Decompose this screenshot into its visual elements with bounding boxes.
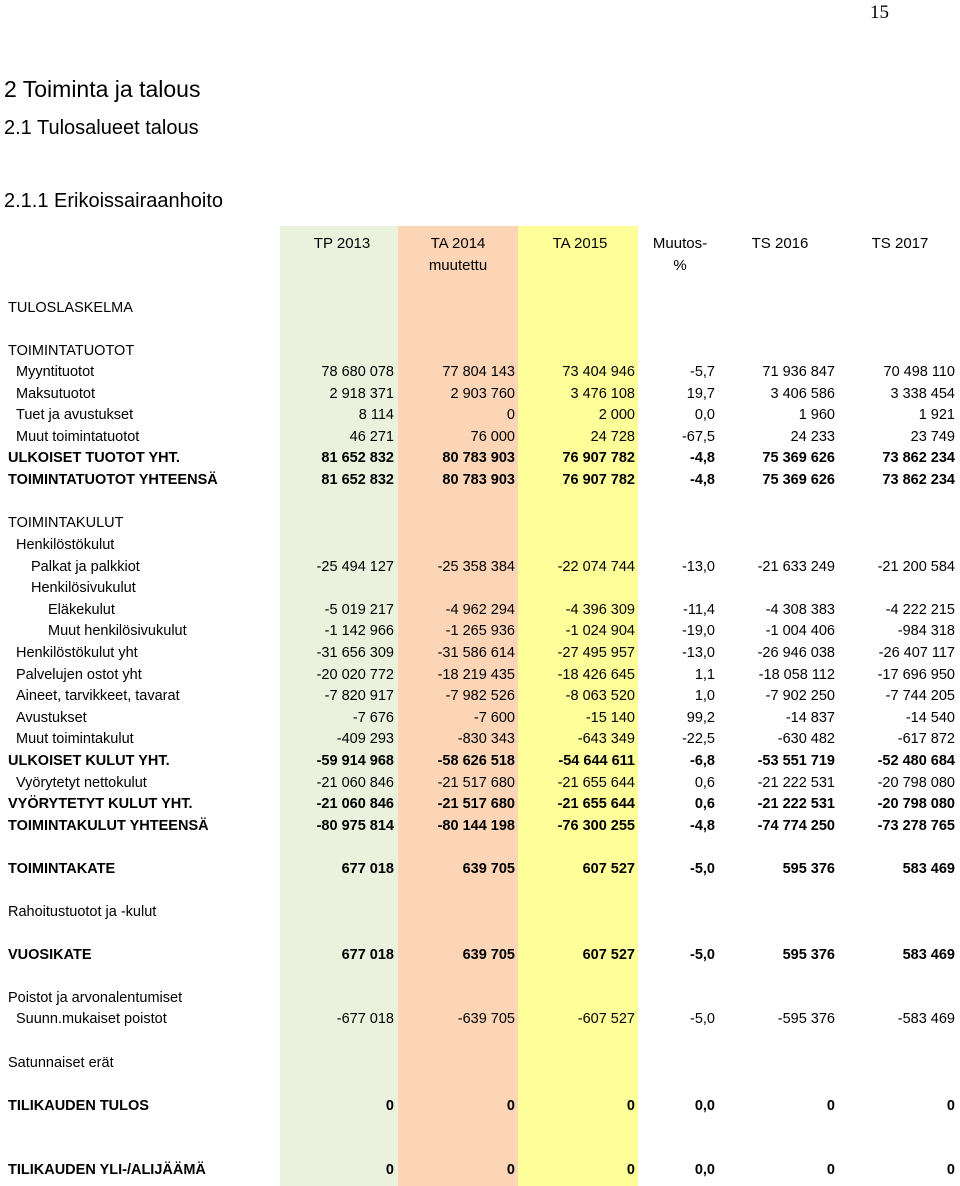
row-value: -80 144 198 xyxy=(437,818,515,834)
table-row xyxy=(0,513,960,534)
table-row xyxy=(0,600,960,621)
table-row xyxy=(0,686,960,707)
table-row xyxy=(0,384,960,405)
row-value: -26 407 117 xyxy=(878,645,955,661)
table-row xyxy=(0,557,960,578)
row-value: 1,0 xyxy=(694,688,715,704)
row-label: Poistot ja arvonalentumiset xyxy=(8,990,183,1006)
row-value: 76 907 782 xyxy=(562,472,635,488)
row-value: -21 200 584 xyxy=(877,559,955,575)
row-value: 99,2 xyxy=(686,710,715,726)
row-value: -15 140 xyxy=(585,710,635,726)
table-row xyxy=(0,643,960,664)
table-row xyxy=(0,988,960,1009)
row-value: -59 914 968 xyxy=(316,753,394,769)
row-value: -4,8 xyxy=(690,818,715,834)
row-value: 0 xyxy=(946,1098,955,1114)
row-label: Suunn.mukaiset poistot xyxy=(16,1011,167,1027)
table-row xyxy=(0,535,960,556)
row-value: 1 960 xyxy=(798,407,835,423)
row-value: 0 xyxy=(626,1098,635,1114)
row-value: -18 058 112 xyxy=(758,667,835,683)
row-value: 677 018 xyxy=(341,947,394,963)
row-value: -4,8 xyxy=(690,450,715,466)
row-label: Maksutuotot xyxy=(16,386,95,402)
row-value: 73 862 234 xyxy=(882,472,955,488)
row-value: 607 527 xyxy=(582,861,635,877)
row-value: -4 222 215 xyxy=(885,602,955,618)
row-value: 607 527 xyxy=(582,947,635,963)
row-value: -1 265 936 xyxy=(445,623,515,639)
row-value: 81 652 832 xyxy=(321,450,394,466)
chapter-heading: 2 Toiminta ja talous xyxy=(4,76,201,102)
row-label: Henkilöstökulut yht xyxy=(16,645,138,661)
row-label: Rahoitustuotot ja -kulut xyxy=(8,904,157,920)
table-row xyxy=(0,1160,960,1181)
row-value: -76 300 255 xyxy=(557,818,635,834)
row-value: 0,0 xyxy=(694,1098,715,1114)
table-row xyxy=(0,794,960,815)
row-value: 677 018 xyxy=(341,861,394,877)
row-value: -7 676 xyxy=(352,710,394,726)
subsection-heading: 2.1.1 Erikoissairaanhoito xyxy=(4,190,224,212)
row-label: Aineet, tarvikkeet, tavarat xyxy=(16,688,180,704)
row-value: -26 946 038 xyxy=(757,645,835,661)
table-row xyxy=(0,902,960,923)
row-value: 0,6 xyxy=(694,796,715,812)
row-value: -583 469 xyxy=(897,1011,955,1027)
row-label: TOIMINTATUOTOT YHTEENSÄ xyxy=(8,472,218,488)
row-value: -595 376 xyxy=(777,1011,835,1027)
row-label: VYÖRYTETYT KULUT YHT. xyxy=(8,796,193,812)
row-value: -53 551 719 xyxy=(757,753,835,769)
row-value: -27 495 957 xyxy=(557,645,635,661)
row-value: 73 404 946 xyxy=(562,364,635,380)
row-value: -74 774 250 xyxy=(757,818,835,834)
row-value: 583 469 xyxy=(902,947,955,963)
row-label: Muut henkilösivukulut xyxy=(48,623,187,639)
row-value: -18 426 645 xyxy=(557,667,635,683)
table-row xyxy=(0,470,960,491)
row-label: TOIMINTAKULUT YHTEENSÄ xyxy=(8,818,209,834)
row-value: -18 219 435 xyxy=(437,667,515,683)
row-value: -21 655 644 xyxy=(557,775,635,791)
row-label: Henkilösivukulut xyxy=(31,580,136,596)
row-value: 24 728 xyxy=(590,429,635,445)
row-label: Palvelujen ostot yht xyxy=(16,667,142,683)
row-value: 77 804 143 xyxy=(442,364,515,380)
row-value: -1 004 406 xyxy=(765,623,835,639)
row-value: -20 798 080 xyxy=(877,796,955,812)
row-value: -21 060 846 xyxy=(316,796,394,812)
row-value: 75 369 626 xyxy=(762,472,835,488)
row-label: Vyörytetyt nettokulut xyxy=(16,775,147,791)
table-row xyxy=(0,859,960,880)
row-value: -4,8 xyxy=(690,472,715,488)
row-value: 3 338 454 xyxy=(890,386,955,402)
row-value: 0 xyxy=(385,1098,394,1114)
row-value: -5 019 217 xyxy=(324,602,394,618)
row-value: -73 278 765 xyxy=(877,818,955,834)
row-value: -677 018 xyxy=(336,1011,394,1027)
row-value: -31 586 614 xyxy=(437,645,515,661)
header-ta-2014: TA 2014 muutettu xyxy=(428,235,488,274)
row-label: VUOSIKATE xyxy=(8,947,92,963)
row-value: -643 349 xyxy=(577,731,635,747)
row-value: -22 074 744 xyxy=(557,559,635,575)
row-value: 76 907 782 xyxy=(562,450,635,466)
row-value: -409 293 xyxy=(336,731,394,747)
row-value: -54 644 611 xyxy=(558,753,635,769)
table-row xyxy=(0,405,960,426)
row-value: -13,0 xyxy=(681,645,715,661)
row-value: 46 271 xyxy=(349,429,394,445)
row-label: TILIKAUDEN TULOS xyxy=(8,1098,149,1114)
row-value: -830 343 xyxy=(457,731,515,747)
header-change-percent: Muutos- % xyxy=(652,235,708,274)
row-value: 81 652 832 xyxy=(321,472,394,488)
row-value: 70 498 110 xyxy=(883,364,955,380)
row-label: Myyntituotot xyxy=(16,364,95,380)
row-value: -984 318 xyxy=(897,623,955,639)
row-value: -1 142 966 xyxy=(324,623,394,639)
table-row xyxy=(0,362,960,383)
page-number: 15 xyxy=(870,2,889,23)
header-ts-2016: TS 2016 xyxy=(751,235,809,252)
row-value: -4 308 383 xyxy=(765,602,835,618)
row-value: -21 655 644 xyxy=(557,796,635,812)
row-value: 0 xyxy=(826,1098,835,1114)
row-value: -11,4 xyxy=(683,602,715,618)
row-value: -14 540 xyxy=(905,710,955,726)
row-value: 2 000 xyxy=(598,407,635,423)
table-row xyxy=(0,816,960,837)
row-value: -14 837 xyxy=(785,710,835,726)
table-row xyxy=(0,665,960,686)
row-value: 639 705 xyxy=(462,861,515,877)
row-value: 24 233 xyxy=(790,429,835,445)
row-label: Henkilöstökulut xyxy=(16,537,115,553)
row-value: -21 060 846 xyxy=(316,775,394,791)
row-value: -31 656 309 xyxy=(316,645,394,661)
header-ts-2017: TS 2017 xyxy=(871,235,929,252)
row-label: Eläkekulut xyxy=(48,602,115,618)
row-value: 1,1 xyxy=(694,667,715,683)
row-value: -7 820 917 xyxy=(324,688,394,704)
row-label: Muut toimintakulut xyxy=(16,731,134,747)
row-value: 0 xyxy=(946,1162,955,1178)
row-label: TOIMINTATUOTOT xyxy=(8,343,135,359)
row-value: 3 476 108 xyxy=(570,386,635,402)
row-value: -4 962 294 xyxy=(445,602,515,618)
row-label: TULOSLASKELMA xyxy=(8,300,133,316)
row-value: -25 494 127 xyxy=(316,559,394,575)
row-value: -7 600 xyxy=(473,710,515,726)
row-value: 1 921 xyxy=(918,407,955,423)
row-label: Muut toimintatuotot xyxy=(16,429,140,445)
row-value: 0 xyxy=(626,1162,635,1178)
row-value: -630 482 xyxy=(777,731,835,747)
row-value: -13,0 xyxy=(681,559,715,575)
row-value: 0,0 xyxy=(694,407,715,423)
section-heading: 2.1 Tulosalueet talous xyxy=(4,117,199,139)
row-value: -639 705 xyxy=(457,1011,515,1027)
row-value: -8 063 520 xyxy=(565,688,635,704)
row-value: -1 024 904 xyxy=(565,623,635,639)
row-value: -52 480 684 xyxy=(877,753,955,769)
row-value: 595 376 xyxy=(782,947,835,963)
row-value: -5,7 xyxy=(690,364,715,380)
row-value: -20 798 080 xyxy=(877,775,955,791)
row-value: 2 918 371 xyxy=(329,386,394,402)
row-value: 80 783 903 xyxy=(442,450,515,466)
table-row xyxy=(0,1096,960,1117)
row-value: 0 xyxy=(506,1162,515,1178)
row-value: -20 020 772 xyxy=(316,667,394,683)
table-row xyxy=(0,751,960,772)
row-value: -67,5 xyxy=(681,429,715,445)
table-row xyxy=(0,1009,960,1030)
row-label: TOIMINTAKATE xyxy=(8,861,116,877)
row-label: ULKOISET TUOTOT YHT. xyxy=(8,450,180,466)
row-value: -21 633 249 xyxy=(757,559,835,575)
row-value: 23 749 xyxy=(910,429,955,445)
row-value: 8 114 xyxy=(358,407,394,423)
row-label: Tuet ja avustukset xyxy=(16,407,134,423)
table-row xyxy=(0,341,960,362)
row-value: -5,0 xyxy=(690,947,715,963)
row-value: 0 xyxy=(506,407,515,423)
row-value: -22,5 xyxy=(681,731,715,747)
row-value: 639 705 xyxy=(462,947,515,963)
table-row xyxy=(0,298,960,319)
row-value: 2 903 760 xyxy=(450,386,515,402)
row-value: -80 975 814 xyxy=(316,818,394,834)
table-row xyxy=(0,621,960,642)
row-value: -21 222 531 xyxy=(757,796,835,812)
table-row xyxy=(0,729,960,750)
row-value: -7 744 205 xyxy=(885,688,955,704)
row-label: ULKOISET KULUT YHT. xyxy=(8,753,170,769)
row-label: TOIMINTAKULUT xyxy=(8,515,124,531)
row-value: 0 xyxy=(506,1098,515,1114)
row-value: -21 517 680 xyxy=(437,796,515,812)
row-value: 75 369 626 xyxy=(762,450,835,466)
row-value: -5,0 xyxy=(690,1011,715,1027)
row-value: 0,6 xyxy=(694,775,715,791)
table-row xyxy=(0,427,960,448)
row-label: Palkat ja palkkiot xyxy=(31,559,140,575)
row-value: -25 358 384 xyxy=(437,559,515,575)
row-value: 3 406 586 xyxy=(770,386,835,402)
row-value: -7 902 250 xyxy=(765,688,835,704)
row-value: 78 680 078 xyxy=(321,364,394,380)
header-tp-2013: TP 2013 xyxy=(313,235,371,252)
table-row xyxy=(0,773,960,794)
row-value: -7 982 526 xyxy=(445,688,515,704)
row-value: -58 626 518 xyxy=(437,753,515,769)
header-ta-2015: TA 2015 xyxy=(552,235,608,252)
row-label: TILIKAUDEN YLI-/ALIJÄÄMÄ xyxy=(8,1162,206,1178)
table-row xyxy=(0,708,960,729)
row-value: 19,7 xyxy=(686,386,715,402)
row-value: 0,0 xyxy=(694,1162,715,1178)
row-value: 71 936 847 xyxy=(762,364,835,380)
row-value: 583 469 xyxy=(902,861,955,877)
table-row xyxy=(0,578,960,599)
row-value: -617 872 xyxy=(897,731,955,747)
row-label: Satunnaiset erät xyxy=(8,1055,114,1071)
row-value: -4 396 309 xyxy=(565,602,635,618)
row-value: 76 000 xyxy=(470,429,515,445)
table-row xyxy=(0,945,960,966)
table-row xyxy=(0,1053,960,1074)
row-value: -5,0 xyxy=(690,861,715,877)
row-value: -21 517 680 xyxy=(437,775,515,791)
row-value: -21 222 531 xyxy=(757,775,835,791)
row-value: 0 xyxy=(826,1162,835,1178)
table-row xyxy=(0,448,960,469)
row-value: -17 696 950 xyxy=(877,667,955,683)
row-value: 73 862 234 xyxy=(882,450,955,466)
row-value: 80 783 903 xyxy=(442,472,515,488)
row-value: -19,0 xyxy=(681,623,715,639)
row-label: Avustukset xyxy=(16,710,87,726)
row-value: 0 xyxy=(385,1162,394,1178)
row-value: -607 527 xyxy=(577,1011,635,1027)
row-value: -6,8 xyxy=(690,753,715,769)
row-value: 595 376 xyxy=(782,861,835,877)
